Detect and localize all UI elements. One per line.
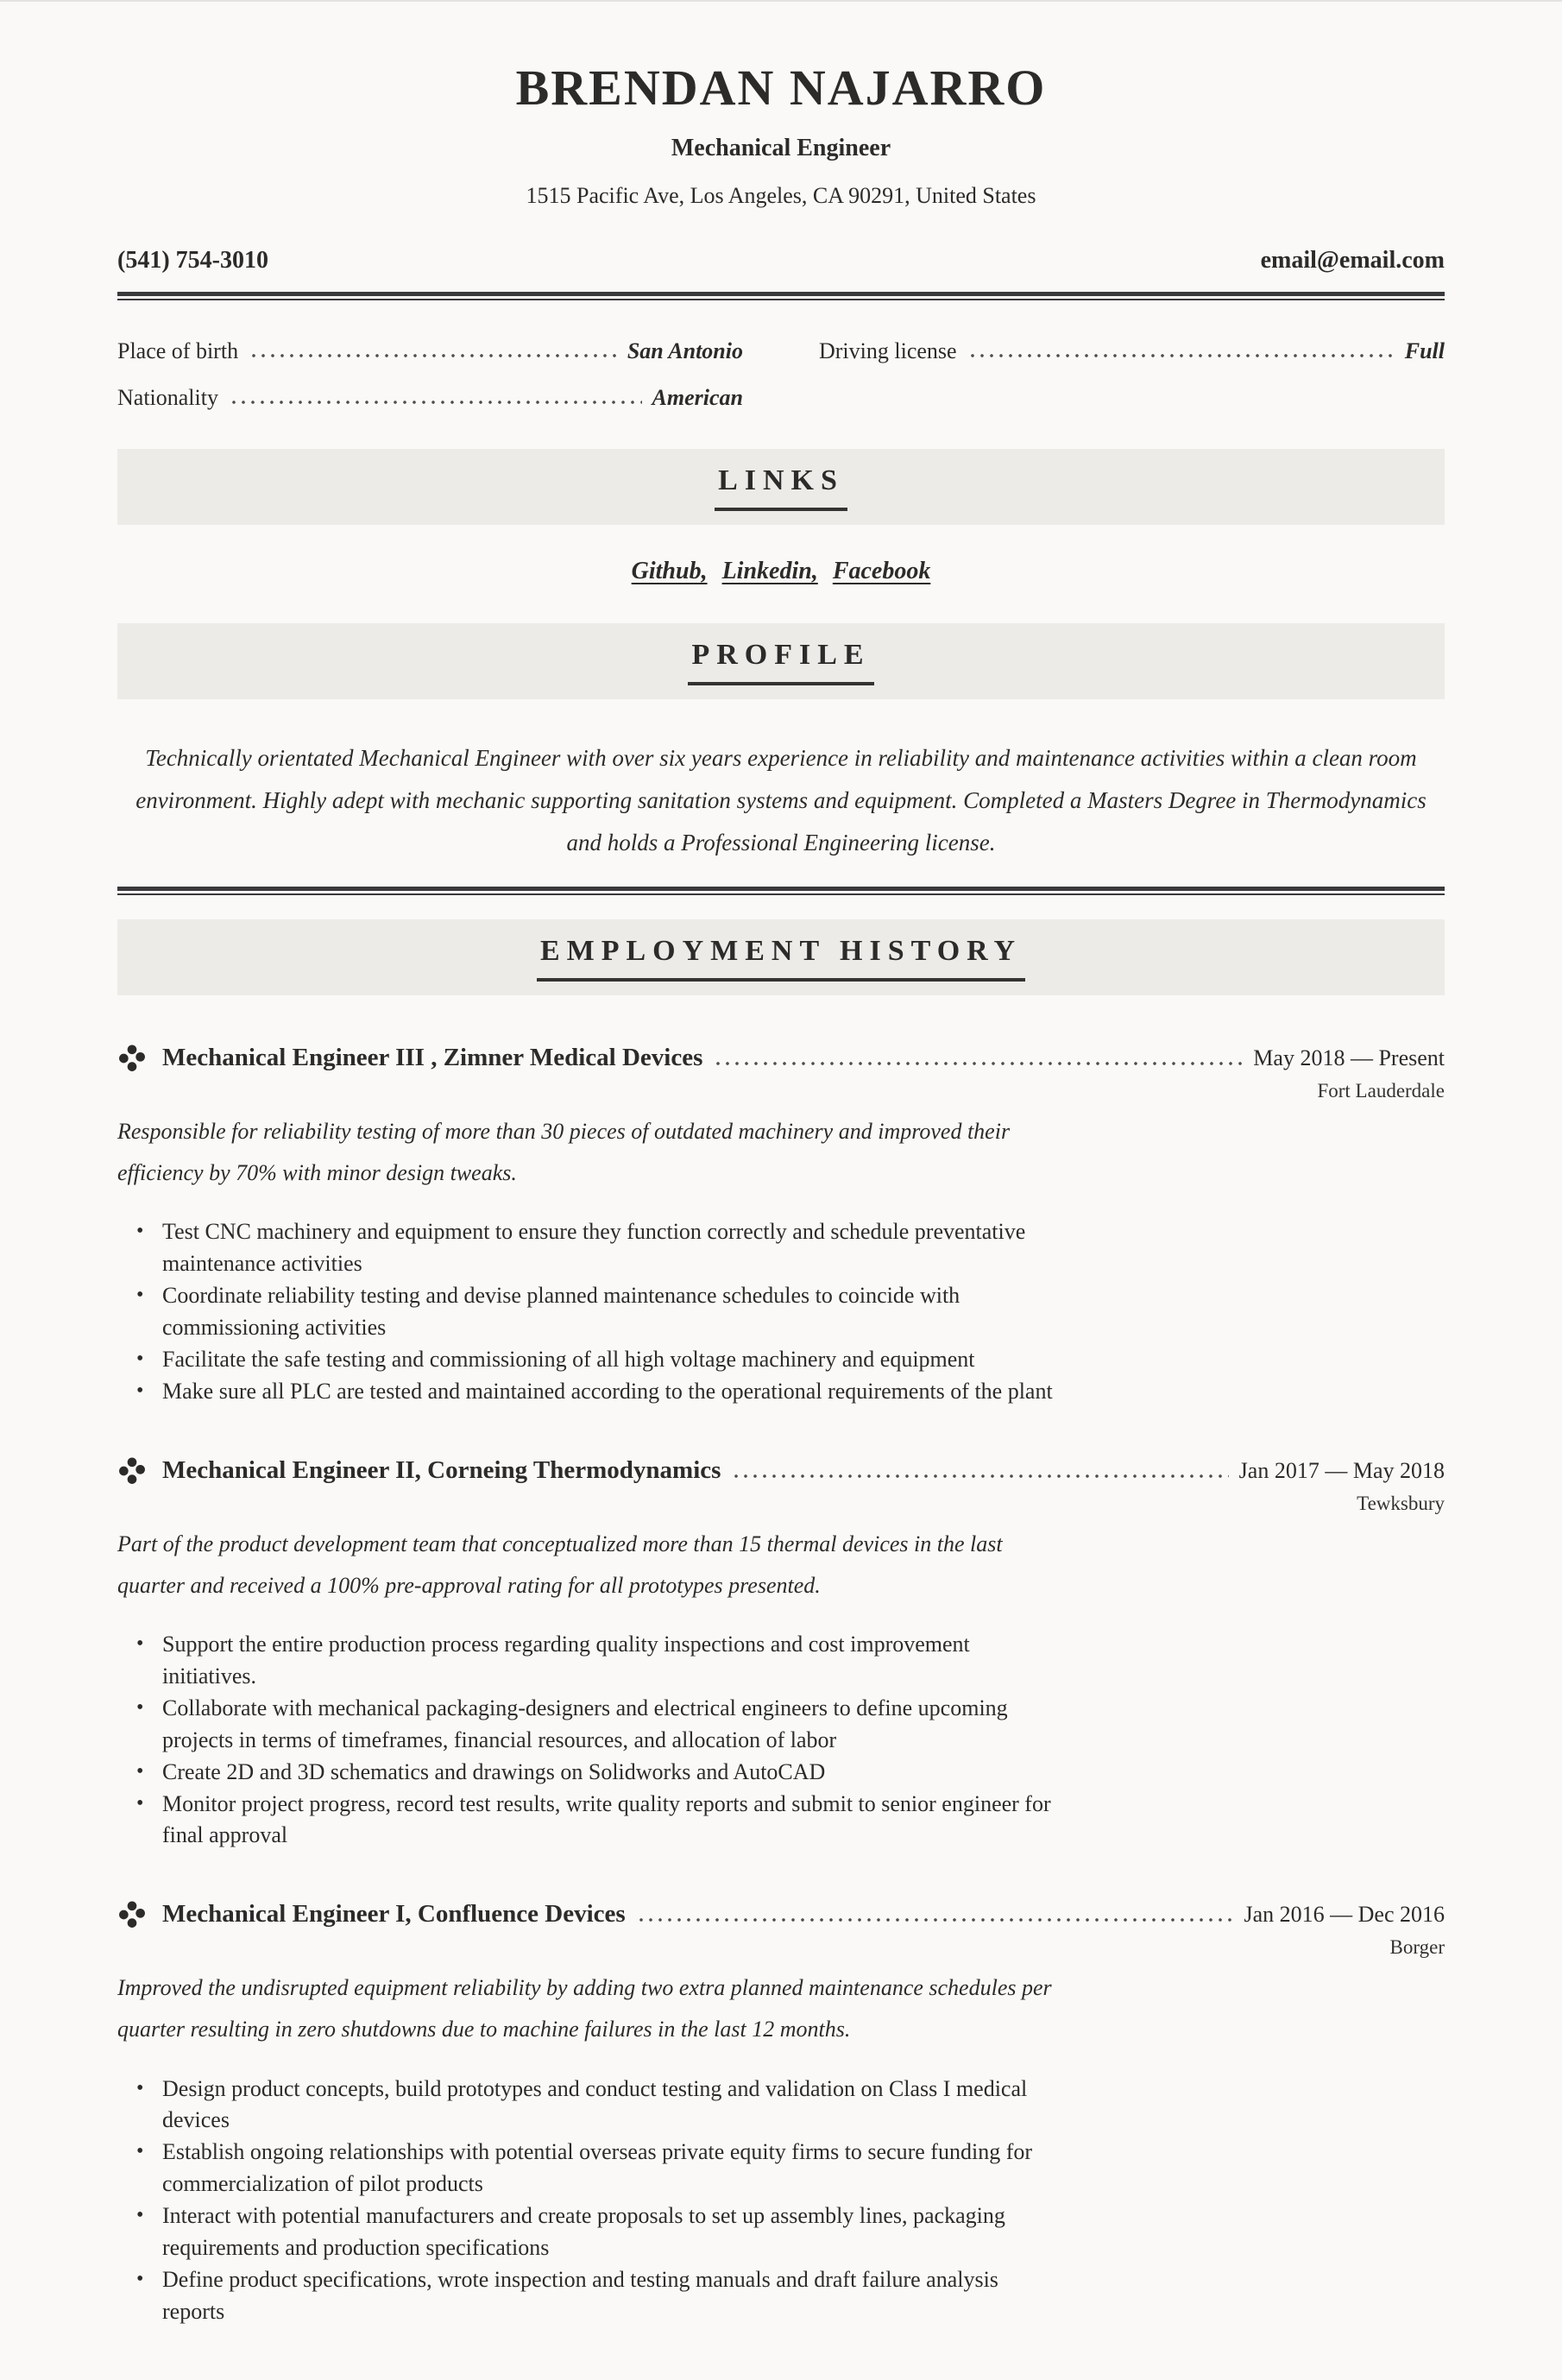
profile-banner <box>117 623 1445 699</box>
link-github[interactable]: Github, <box>631 557 708 584</box>
job-dates: Jan 2017 — May 2018 <box>1238 1457 1445 1483</box>
links-banner <box>117 449 1445 525</box>
phone-number: (541) 754-3010 <box>117 246 268 274</box>
dotted-leader <box>734 1474 1228 1478</box>
link-linkedin[interactable]: Linkedin, <box>721 557 818 584</box>
job-entry <box>117 1044 1445 1408</box>
four-dots-icon <box>117 1900 147 1929</box>
job-heading-row <box>117 1044 1445 1073</box>
job-bullet-list <box>136 2074 1064 2328</box>
job-heading-row <box>117 1456 1445 1486</box>
email-address: email@email.com <box>1260 246 1445 274</box>
detail-label: Driving license <box>819 338 957 363</box>
candidate-name: BRENDAN NAJARRO <box>515 60 1047 116</box>
detail-value: San Antonio <box>627 338 743 363</box>
job-entry <box>117 1900 1445 2327</box>
job-title: Mechanical Engineer III , Zimner Medical Devices <box>162 1044 703 1072</box>
job-bullet: • Define product specifications, wrote inspection and testing manuals and draft failure analysis reports <box>136 2264 1064 2328</box>
page-top-border <box>0 0 1562 2</box>
profile-text: Technically orientated Mechanical Engineer with over six years experience in reliability and maintenance activities within a clean room environment. Highly adept with mechanic supporting sanitation systems and equipment. Completed a Masters Degree in Thermodynamics and holds a Professional Engineering license. <box>135 744 1427 856</box>
job-bullet: • Facilitate the safe testing and commissioning of all high voltage machinery and equipment <box>136 1344 1064 1376</box>
detail-value: American <box>652 384 743 410</box>
detail-label: Nationality <box>117 384 218 410</box>
job-summary: Responsible for reliability testing of more than 30 pieces of outdated machinery and improved their efficiency by 70% with minor design tweaks. <box>117 1119 1011 1186</box>
links-section <box>117 449 1445 585</box>
profile-divider <box>117 887 1445 895</box>
job-bullet-list <box>136 1629 1064 1852</box>
four-dots-icon <box>117 1044 147 1073</box>
job-bullet: • Support the entire production process regarding quality inspections and cost improvement initiatives. <box>136 1629 1064 1693</box>
link-facebook[interactable]: Facebook <box>832 557 931 584</box>
detail-label: Place of birth <box>117 338 239 363</box>
job-heading-row <box>117 1900 1445 1929</box>
job-title: Mechanical Engineer II, Corneing Thermodynamics <box>162 1455 721 1484</box>
job-title: Mechanical Engineer I, Confluence Devices <box>162 1900 626 1929</box>
job-summary: Improved the undisrupted equipment reliability by adding two extra planned maintenance schedules per quarter resulting in zero shutdowns due to machine failures in the last 12 months. <box>117 1975 1052 2042</box>
detail-row-place-of-birth <box>117 338 743 364</box>
job-bullet: • Monitor project progress, record test results, write quality reports and submit to senior engineer for final approval <box>136 1789 1064 1853</box>
job-bullet: • Interact with potential manufacturers and create proposals to set up assembly lines, packaging requirements and production specifications <box>136 2200 1064 2264</box>
detail-row-driving-license <box>819 338 1445 364</box>
personal-details <box>117 338 1445 411</box>
job-bullet: • Test CNC machinery and equipment to ensure they function correctly and schedule preventative maintenance activities <box>136 1216 1064 1280</box>
job-location: Borger <box>1389 1936 1445 1959</box>
dotted-leader <box>252 354 617 357</box>
job-location: Fort Lauderdale <box>1317 1080 1445 1102</box>
job-dates: May 2018 — Present <box>1253 1045 1445 1071</box>
detail-row-nationality <box>117 385 743 411</box>
four-dots-icon <box>117 1456 147 1486</box>
resume-header <box>117 60 1445 209</box>
dotted-leader <box>639 1918 1234 1922</box>
job-bullet: • Coordinate reliability testing and devise planned maintenance schedules to coincide with commissioning activities <box>136 1280 1064 1344</box>
job-dates: Jan 2016 — Dec 2016 <box>1244 1902 1445 1928</box>
employment-banner <box>117 919 1445 995</box>
employment-section <box>117 919 1445 2328</box>
job-bullet: • Establish ongoing relationships with potential overseas private equity firms to secure funding for commercialization of pilot products <box>136 2137 1064 2200</box>
detail-value: Full <box>1404 338 1445 363</box>
employment-heading: EMPLOYMENT HISTORY <box>537 935 1025 982</box>
job-summary: Part of the product development team that conceptualized more than 15 thermal devices in the last quarter and received a 100% pre-approval rating for all prototypes presented. <box>117 1531 1003 1598</box>
job-bullet: • Create 2D and 3D schematics and drawings on Solidworks and AutoCAD <box>136 1757 1064 1789</box>
profile-heading: PROFILE <box>688 639 873 685</box>
header-divider <box>117 292 1445 300</box>
job-bullet: • Design product concepts, build prototypes and conduct testing and validation on Class I medical devices <box>136 2074 1064 2137</box>
candidate-address: 1515 Pacific Ave, Los Angeles, CA 90291, United States <box>526 182 1036 208</box>
job-entry <box>117 1456 1445 1853</box>
profile-section <box>117 623 1445 864</box>
dotted-leader <box>971 354 1395 357</box>
job-bullet: • Make sure all PLC are tested and maintained according to the operational requirements of the plant <box>136 1376 1064 1408</box>
links-heading: LINKS <box>715 464 847 511</box>
job-bullet-list <box>136 1216 1064 1407</box>
job-location: Tewksbury <box>1357 1492 1445 1514</box>
job-bullet: • Collaborate with mechanical packaging-designers and electrical engineers to define upcoming projects in terms of timeframes, financial resources, and allocation of labor <box>136 1693 1064 1757</box>
dotted-leader <box>716 1062 1243 1065</box>
dotted-leader <box>232 401 642 404</box>
contact-row <box>117 247 1445 275</box>
links-line <box>117 558 1445 585</box>
candidate-job-title: Mechanical Engineer <box>671 134 891 161</box>
